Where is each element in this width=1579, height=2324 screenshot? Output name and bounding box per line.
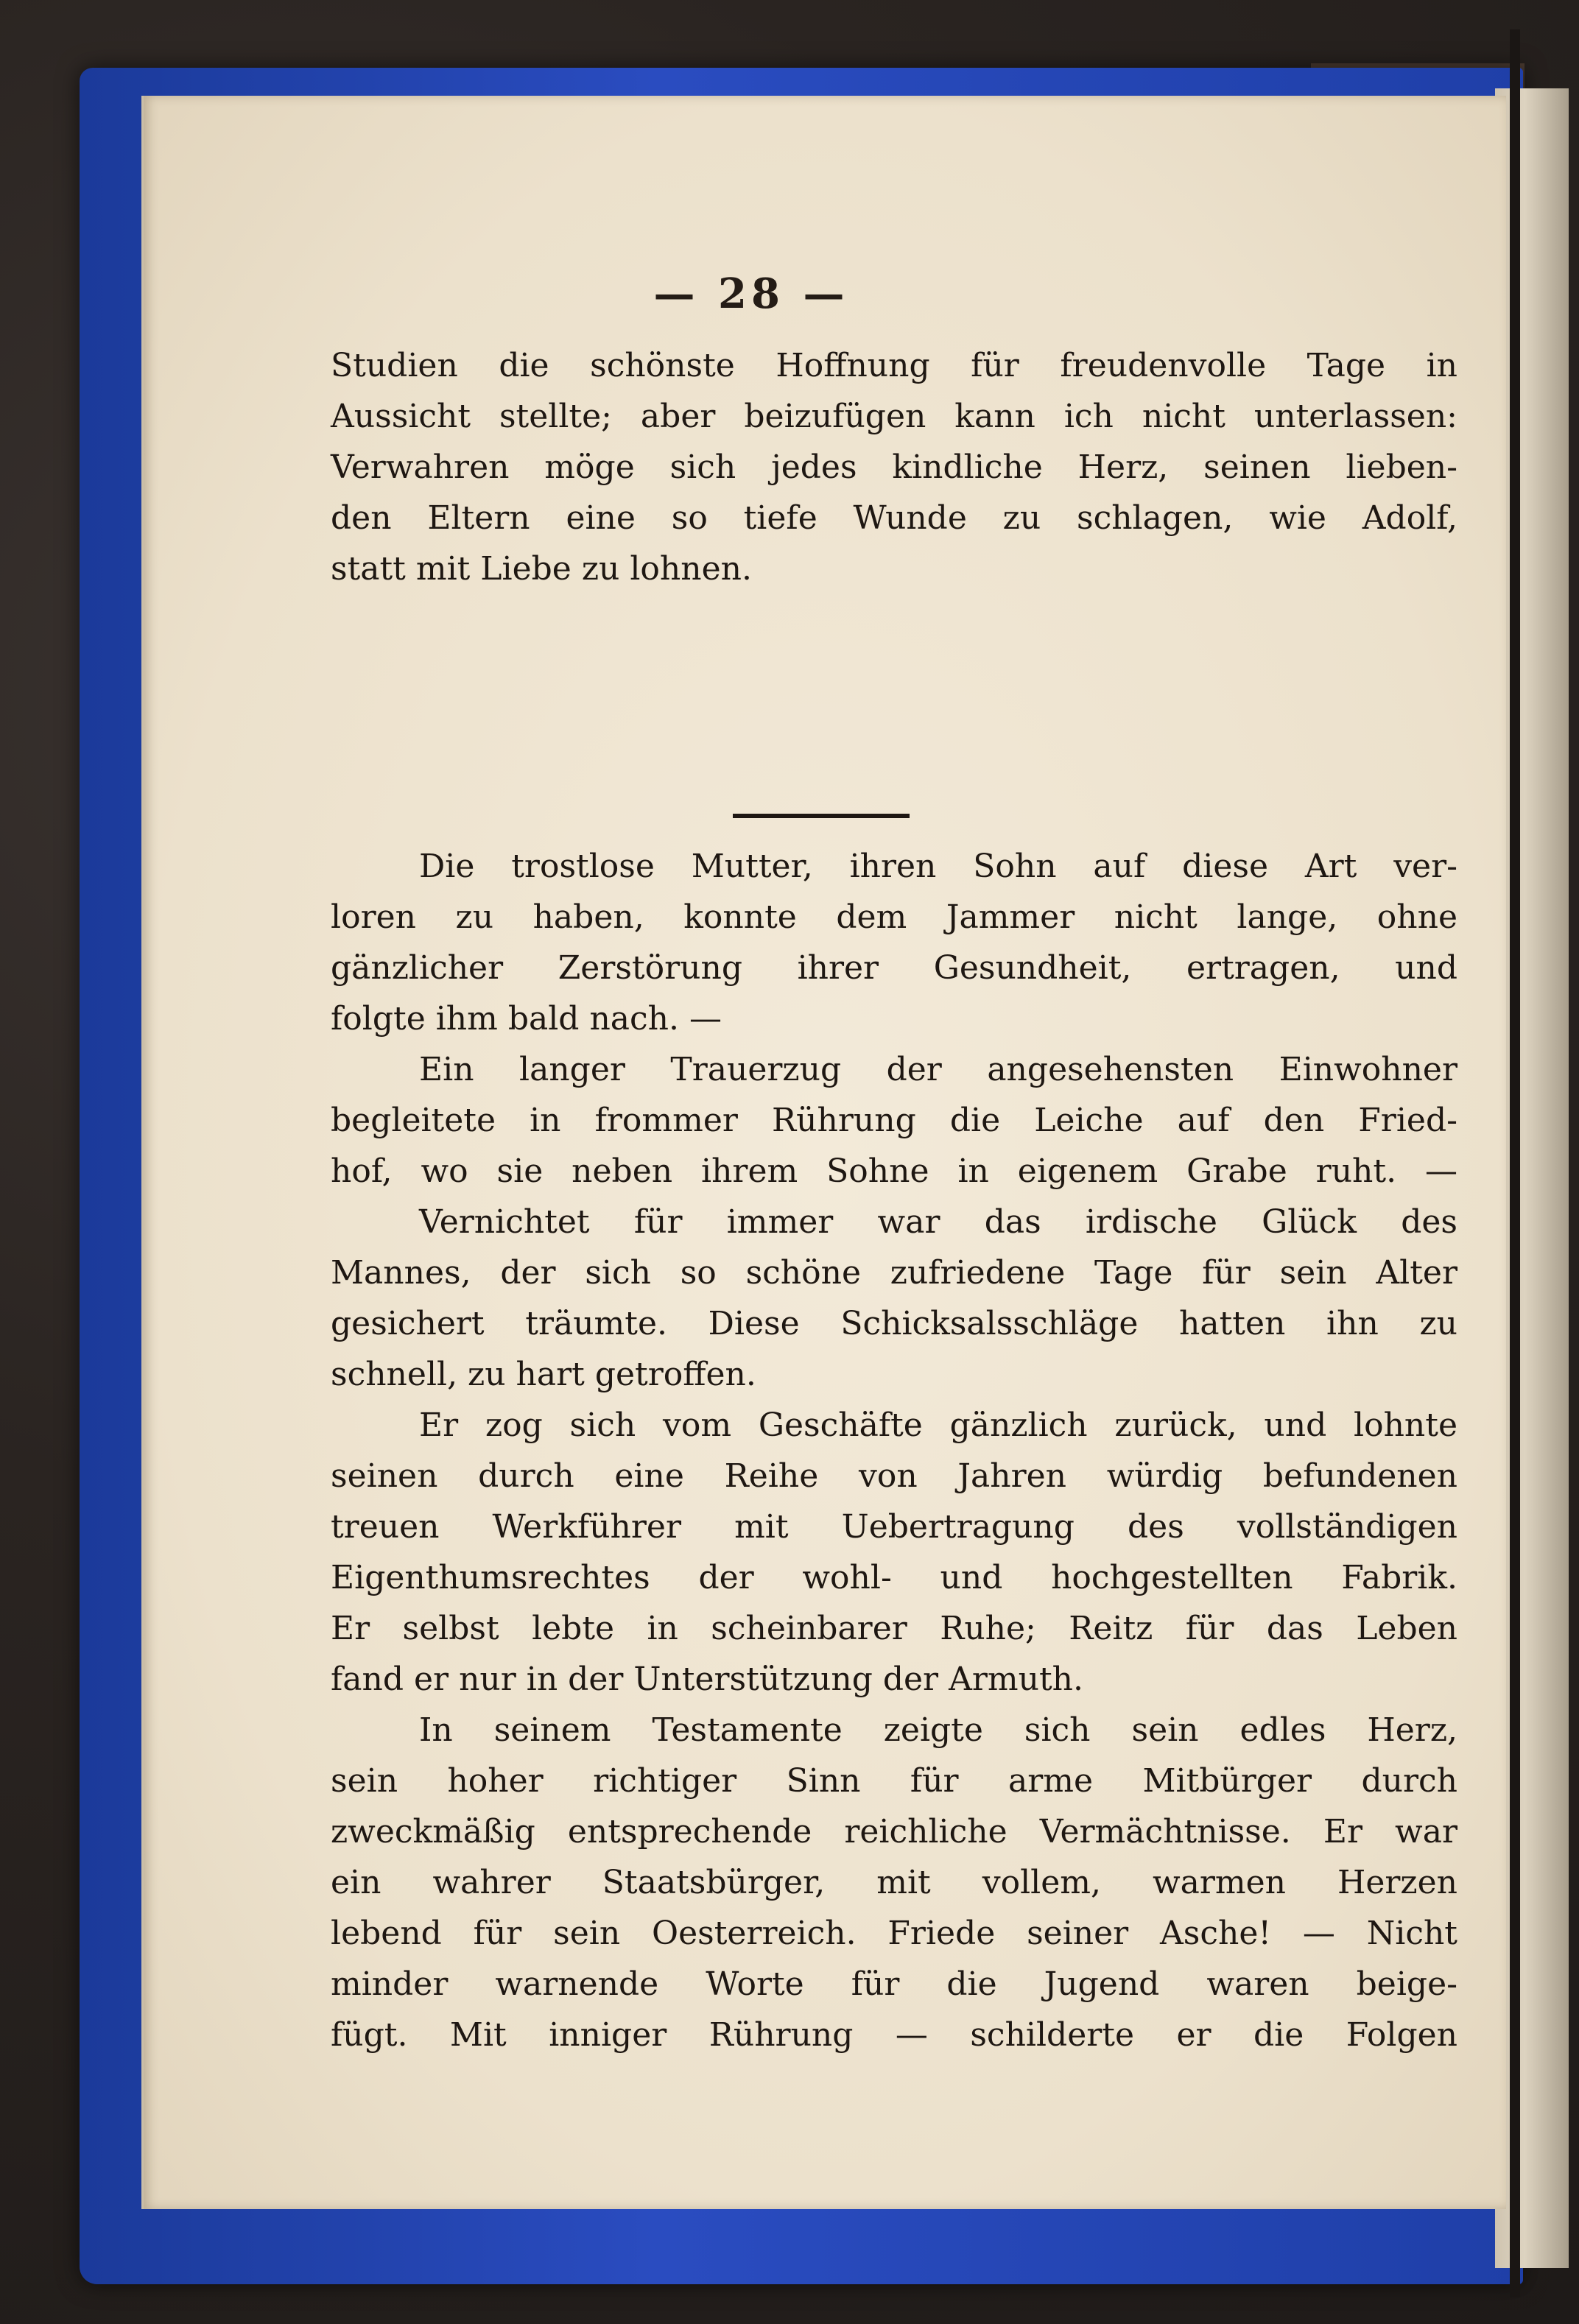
text-line: fügt. Mit inniger Rührung — schilderte er die Folgen — [331, 2016, 1457, 2054]
text-line: Aussicht stellte; aber beizufügen kann ich nicht unterlassen: — [331, 398, 1457, 435]
text-line: begleitete in frommer Rührung die Leiche auf den Fried- — [331, 1102, 1457, 1139]
text-line: seinen durch eine Reihe von Jahren würdig befundenen — [331, 1457, 1457, 1495]
text-line: Eigenthumsrechtes der wohl- und hochgestellten Fabrik. — [331, 1559, 1457, 1596]
text-line: Studien die schönste Hoffnung für freudenvolle Tage in — [331, 347, 1457, 384]
text-line: Mannes, der sich so schöne zufriedene Tage für sein Alter — [331, 1254, 1457, 1292]
text-line: treuen Werkführer mit Uebertragung des vollständigen — [331, 1508, 1457, 1546]
page-gutter-shadow — [1510, 29, 1520, 2297]
text-line: statt mit Liebe zu lohnen. — [331, 550, 752, 588]
paragraph-block-top — [331, 340, 1457, 594]
text-line: zweckmäßig entsprechende reichliche Vermächtnisse. Er war — [331, 1813, 1457, 1851]
text-line: schnell, zu hart getroffen. — [331, 1356, 756, 1393]
text-line: Vernichtet für immer war das irdische Glück des — [419, 1203, 1457, 1241]
text-line: folgte ihm bald nach. — — [331, 1000, 722, 1038]
text-line: gesichert träumte. Diese Schicksalsschläge hatten ihn zu — [331, 1305, 1457, 1342]
text-line: gänzlicher Zerstörung ihrer Gesundheit, ertragen, und — [331, 949, 1457, 987]
text-line: hof, wo sie neben ihrem Sohne in eigenem Grabe ruht. — — [331, 1152, 1457, 1190]
book-page — [141, 96, 1506, 2209]
text-line: sein hoher richtiger Sinn für arme Mitbürger durch — [331, 1762, 1457, 1800]
paragraph-block-main — [331, 841, 1457, 2060]
text-line: minder warnende Worte für die Jugend waren beige- — [331, 1965, 1457, 2003]
text-line: Er zog sich vom Geschäfte gänzlich zurück, und lohnte — [419, 1406, 1457, 1444]
text-line: Die trostlose Mutter, ihren Sohn auf diese Art ver- — [419, 848, 1457, 885]
text-line: lebend für sein Oesterreich. Friede seiner Asche! — Nicht — [331, 1915, 1457, 1952]
page-number: — 28 — — [653, 270, 849, 318]
text-line: den Eltern eine so tiefe Wunde zu schlagen, wie Adolf, — [331, 499, 1457, 537]
text-line: Ein langer Trauerzug der angesehensten Einwohner — [419, 1051, 1457, 1088]
page-edges — [1495, 88, 1569, 2268]
text-line: ein wahrer Staatsbürger, mit vollem, warmen Herzen — [331, 1864, 1457, 1901]
text-line: fand er nur in der Unterstützung der Armuth. — [331, 1661, 1083, 1698]
section-divider — [733, 814, 910, 818]
text-line: In seinem Testamente zeigte sich sein edles Herz, — [419, 1711, 1457, 1749]
text-line: Er selbst lebte in scheinbarer Ruhe; Reitz für das Leben — [331, 1610, 1457, 1647]
text-line: Verwahren möge sich jedes kindliche Herz, seinen lieben- — [331, 448, 1457, 486]
text-line: loren zu haben, konnte dem Jammer nicht lange, ohne — [331, 898, 1457, 936]
